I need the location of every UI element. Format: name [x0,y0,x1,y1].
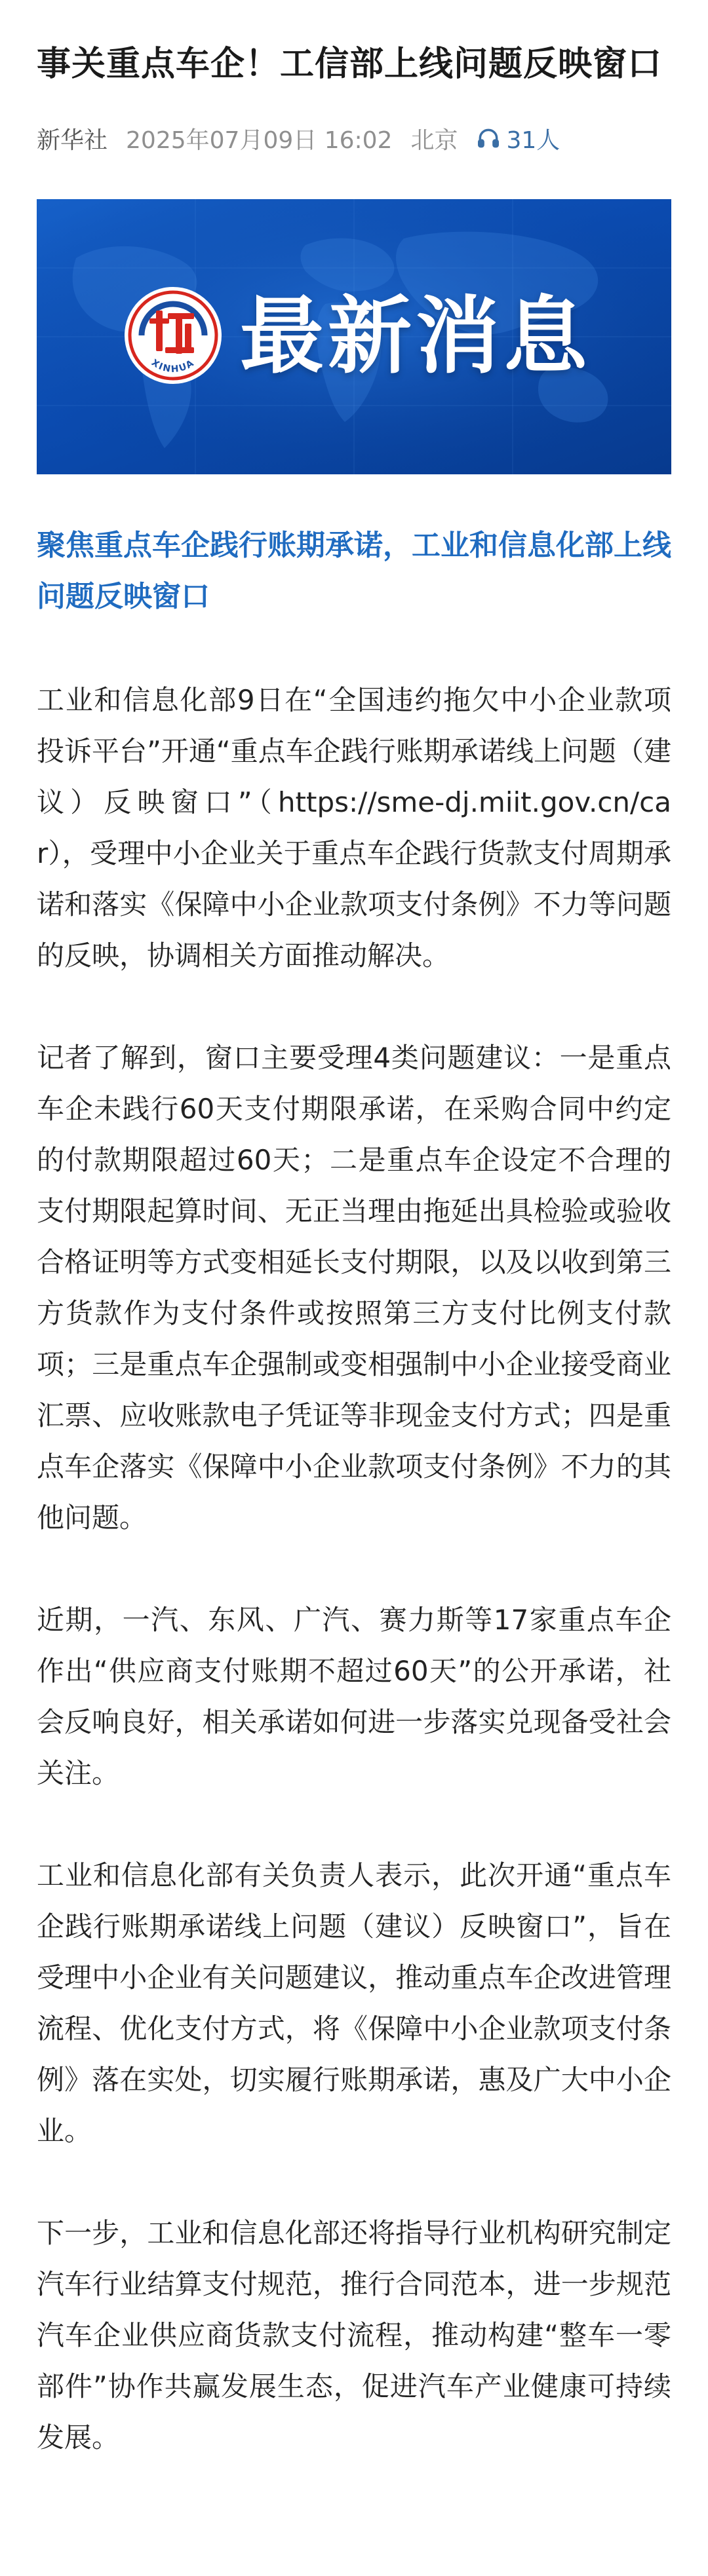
article-subheading: 聚焦重点车企践行账期承诺，工业和信息化部上线问题反映窗口 [37,529,671,613]
listen-button[interactable] [476,122,560,155]
source-name[interactable]: 新华社 [37,126,108,154]
article-paragraph: 下一步，工业和信息化部还将指导行业机构研究制定汽车行业结算支付规范，推行合同范本，进一步规范汽车企业供应商货款支付流程，推动构建“整车一零部件”协作共赢发展生态，促进汽车产业健康可持续发展。 [37,2217,671,2453]
article-paragraph: 工业和信息化部9日在“全国违约拖欠中小企业款项投诉平台”开通“重点车企践行账期承诺线上问题（建议）反映窗口”（https://sme-dj.miit.gov.cn/car），受理中小企业关于重点车企践行货款支付周期承诺和落实《保障中小企业款项支付条例》不力等问题的反映，协调相关方面推动解决。 [37,684,671,972]
article-paragraph: 工业和信息化部有关负责人表示，此次开通“重点车企践行账期承诺线上问题（建议）反映窗口”，旨在受理中小企业有关问题建议，推动重点车企改进管理流程、优化支付方式，将《保障中小企业款项支付条例》落在实处，切实履行账期承诺，惠及广大中小企业。 [37,1859,671,2147]
logo-text: XINHUA [149,357,197,375]
listener-count: 31人 [506,126,560,154]
article-paragraph: 近期，一汽、东风、广汽、赛力斯等17家重点车企作出“供应商支付账期不超过60天”的公开承诺，社会反响良好，相关承诺如何进一步落实兑现备受社会关注。 [37,1604,671,1789]
xinhua-logo-icon [122,284,224,387]
headphones-icon [476,126,501,151]
publish-datetime: 2025年07月09日 16:02 [126,126,393,154]
publish-location: 北京 [410,126,458,154]
news-banner-image [37,199,671,474]
article-title: 事关重点车企！工信部上线问题反映窗口 [37,45,663,84]
article-meta [37,122,671,155]
banner-headline: 最新消息 [240,288,592,385]
article-paragraph: 记者了解到，窗口主要受理4类问题建议：一是重点车企未践行60天支付期限承诺，在采购合同中约定的付款期限超过60天；二是重点车企设定不合理的支付期限起算时间、无正当理由拖延出具检验或验收合格证明等方式变相延长支付期限，以及以收到第三方货款作为支付条件或按照第三方支付比例支付款项；三是重点车企强制或变相强制中小企业接受商业汇票、应收账款电子凭证等非现金支付方式；四是重点车企落实《保障中小企业款项支付条例》不力的其他问题。 [37,1042,671,1534]
